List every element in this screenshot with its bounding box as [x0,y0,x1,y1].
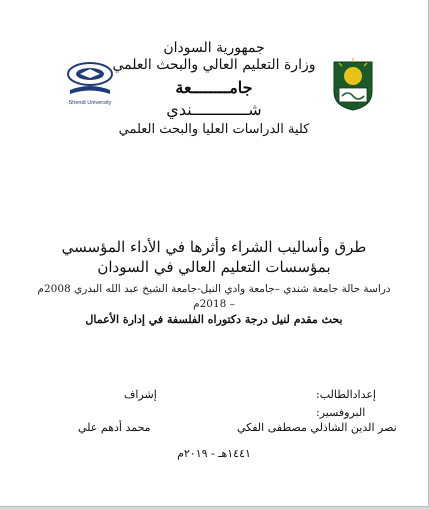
header-country: جمهورية السودان [163,40,265,56]
supervision-label: إشراف [124,388,157,401]
header-university-part2: شــــــــــــندي [166,100,262,119]
header-university-part1: جامــــــــعة [175,78,253,97]
thesis-study-line1: دراسة حالة جامعة شندي –جامعة وادي النيل-جامعة الشيخ عبد الله البدري 2008م [37,283,391,295]
thesis-degree: بحث مقدم لنيل درجة دكتوراه الفلسفة في إدارة الأعمال [85,313,343,326]
header-ministry: وزارة التعليم العالي والبحث العلمي [112,57,316,73]
supervisor-name: محمد أدهم علي [78,421,151,434]
thesis-title-line2: بمؤسسات التعليم العالي في السودان [97,258,331,276]
thesis-title-line1: طرق وأساليب الشراء وأثرها في الأداء المؤسسي [61,238,367,256]
document-date: ١٤٤١هـ - ٢٠١٩م [177,447,251,460]
student-name: نصر الدين الشاذلي مصطفى الفكي [237,421,397,434]
logo-left-caption: Shendi University [68,100,112,106]
prepared-by-label: إعدادالطالب: [316,388,376,401]
thesis-study-line2: – 2018م [193,298,235,310]
university-logo-left [58,60,122,108]
university-logo-right [330,56,376,112]
header-college: كلية الدراسات العليا والبحث العلمي [118,122,310,137]
professor-label: البروفسير: [316,406,366,419]
